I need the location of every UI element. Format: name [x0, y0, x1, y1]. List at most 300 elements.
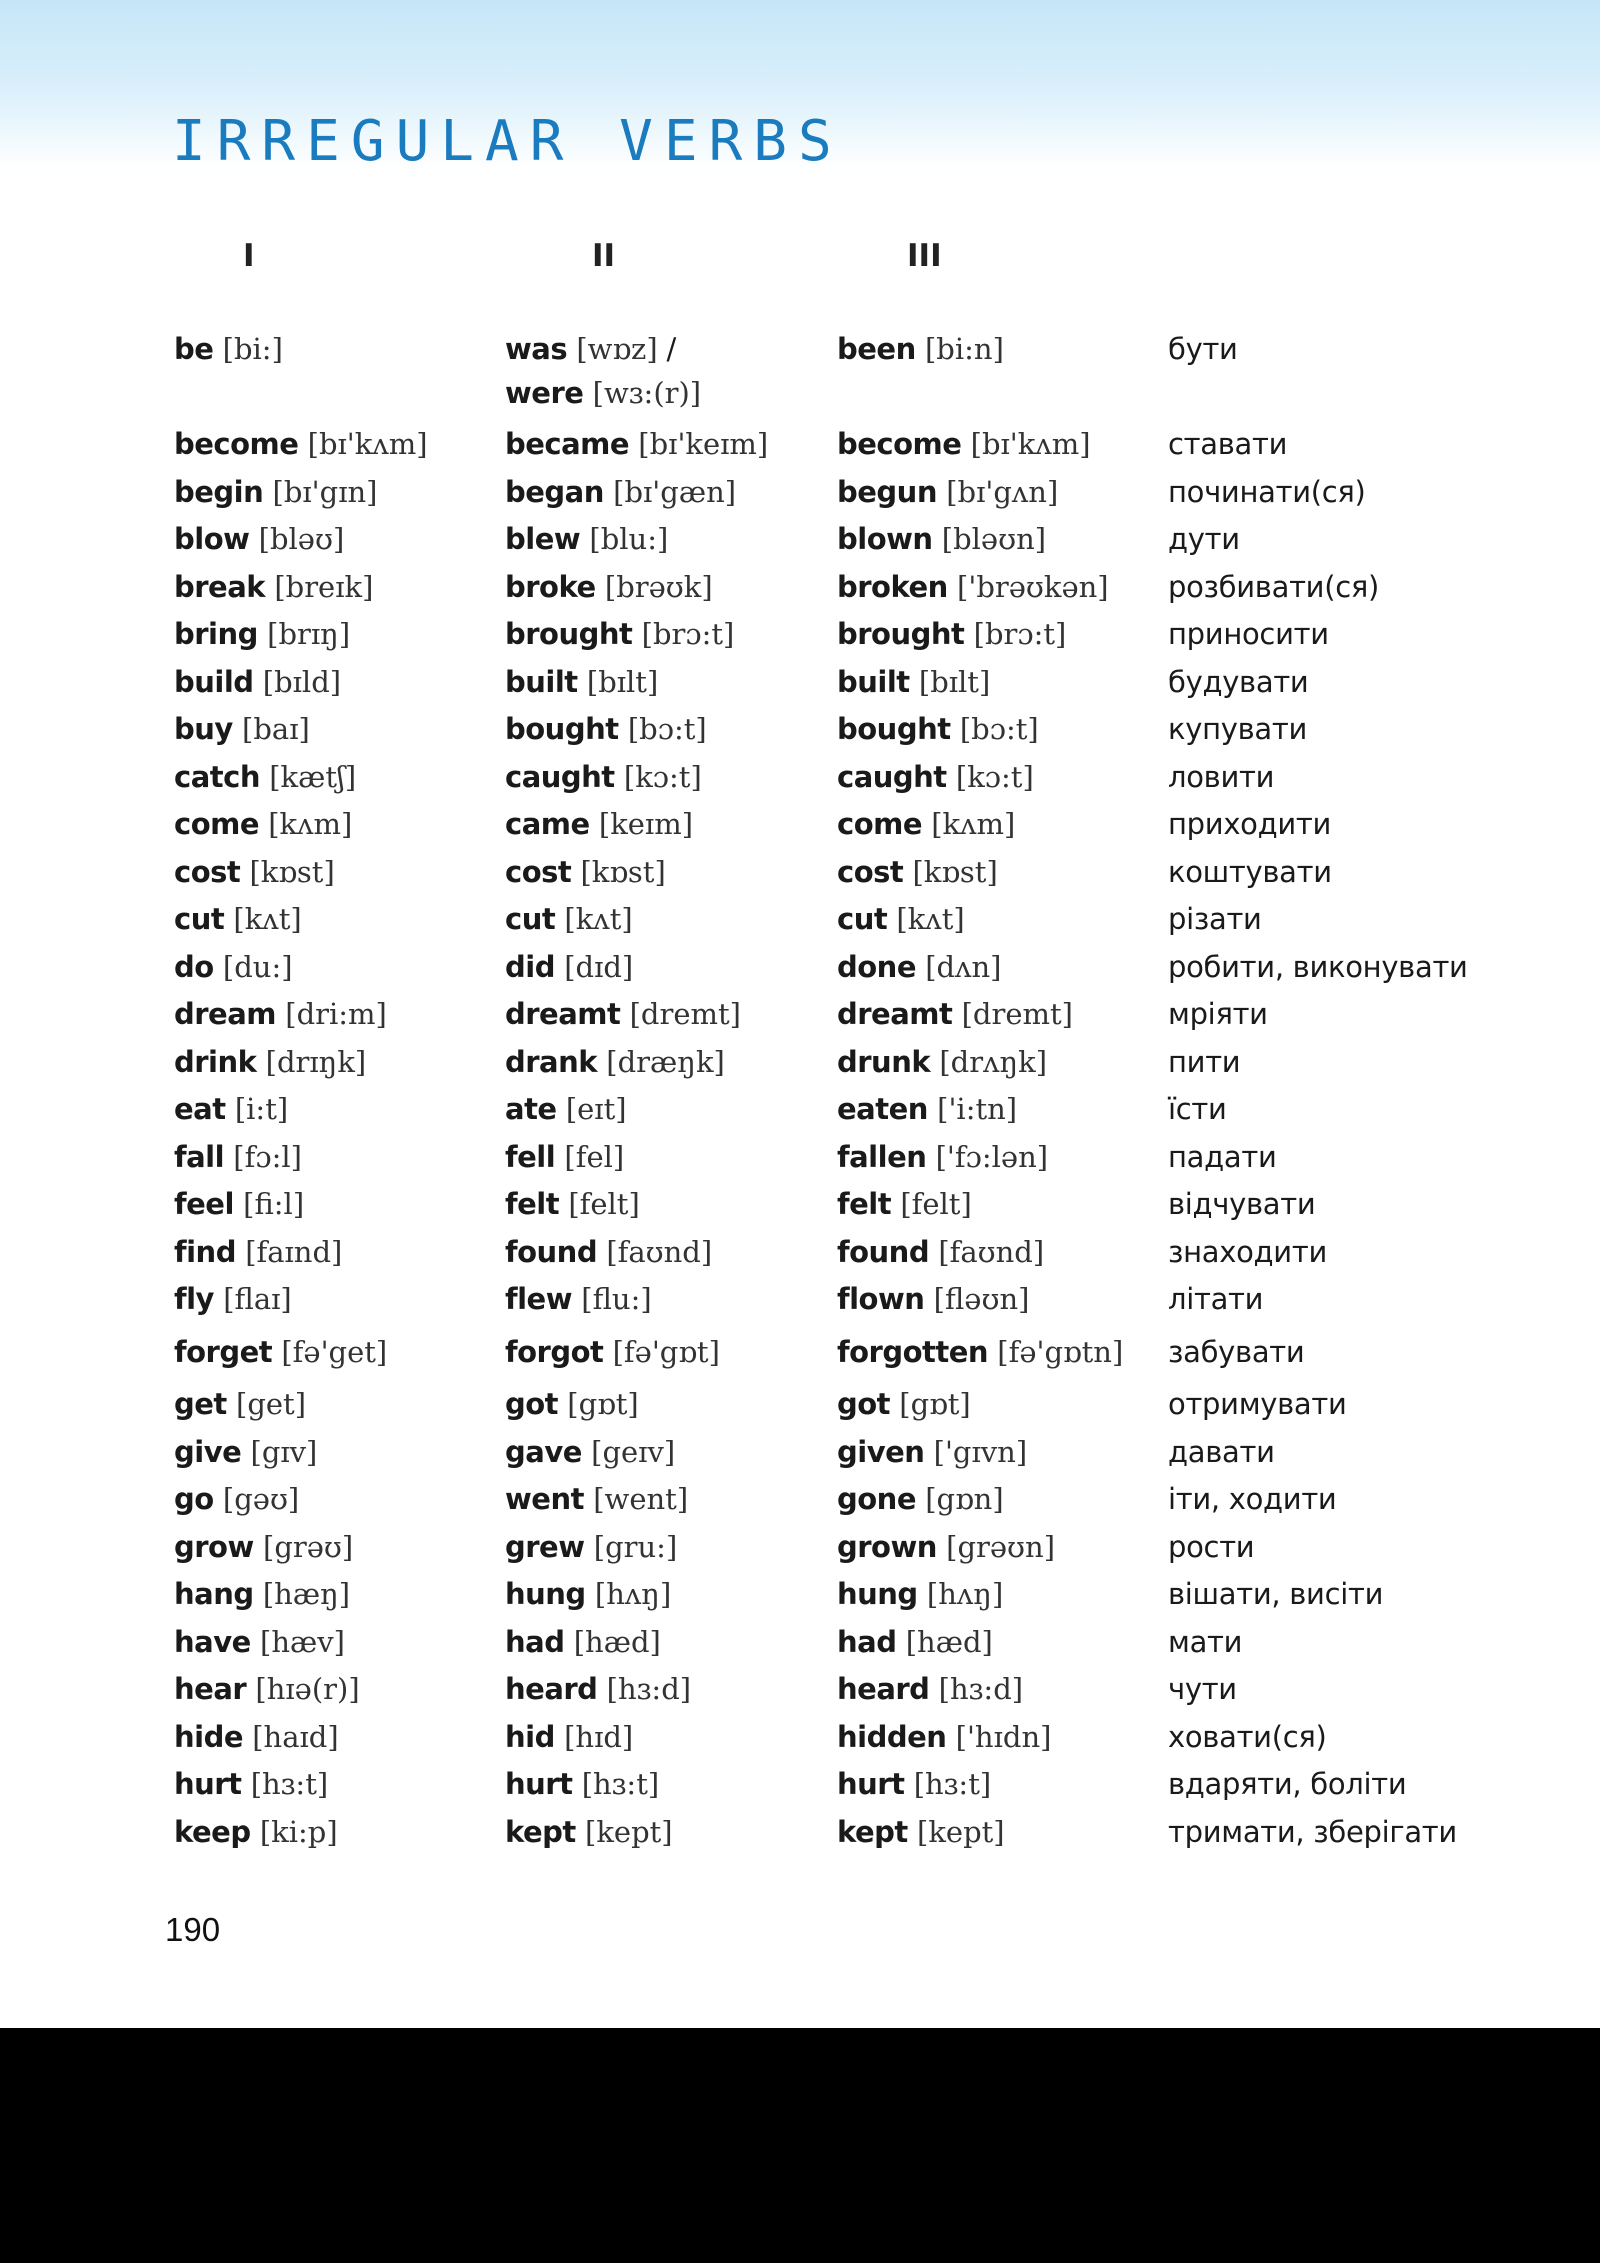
verb-word: cut [174, 902, 225, 936]
translation-cell: падати [1168, 1140, 1277, 1174]
verb-word: flew [505, 1282, 573, 1316]
verb-word: flown [837, 1282, 925, 1316]
verb-word: cut [505, 902, 556, 936]
translation-cell: починати(ся) [1168, 475, 1366, 509]
transcription: [fə'gɒt] [612, 1335, 720, 1369]
table-row [0, 1040, 1600, 1087]
transcription: [bɔ:t] [959, 712, 1039, 746]
transcription: [hæd] [905, 1625, 993, 1659]
verb-word: fall [174, 1140, 225, 1174]
transcription: [bləʊ] [258, 522, 345, 556]
table-row [0, 565, 1600, 612]
verb-word: got [505, 1387, 559, 1421]
f3-cell [837, 1087, 1017, 1131]
f2-cell [505, 945, 633, 989]
verb-word: found [505, 1235, 598, 1269]
transcription: [bɪ'kʌm] [307, 427, 428, 461]
table-row [0, 1810, 1600, 1857]
f3-cell [837, 327, 1004, 371]
f3-cell [837, 802, 1015, 846]
verb-word: dreamt [837, 997, 953, 1031]
verb-word: eaten [837, 1092, 928, 1126]
translation-cell: дути [1168, 522, 1240, 556]
verb-word: drink [174, 1045, 257, 1079]
verb-word: done [837, 950, 916, 984]
f3-cell [837, 565, 1109, 609]
transcription: [kɒst] [249, 855, 335, 889]
verb-word: blown [837, 522, 933, 556]
f1-cell [174, 1525, 353, 1569]
translation-cell: ховати(ся) [1168, 1720, 1327, 1754]
transcription: [gɒn] [925, 1482, 1004, 1516]
verb-word: hurt [174, 1767, 242, 1801]
verb-word: get [174, 1387, 227, 1421]
column-header-past-participle: III [907, 238, 942, 274]
verb-word: drunk [837, 1045, 931, 1079]
transcription: [fə'get] [281, 1335, 388, 1369]
f1-cell [174, 612, 350, 656]
verb-word: been [837, 332, 916, 366]
translation-cell: пити [1168, 1045, 1241, 1079]
verb-word: hung [837, 1577, 918, 1611]
f2-cell [505, 1330, 720, 1374]
transcription: ['fɔ:lən] [935, 1140, 1049, 1174]
translation-cell: ловити [1168, 760, 1275, 794]
transcription: [bɪ'kʌm] [970, 427, 1091, 461]
translation-cell: бути [1168, 332, 1238, 366]
f1-cell [174, 1715, 339, 1759]
f2-cell [505, 1040, 725, 1084]
verb-word: felt [837, 1187, 892, 1221]
verb-word: ate [505, 1092, 557, 1126]
transcription: [bɪ'gæn] [613, 475, 737, 509]
translation-cell: вдаряти, боліти [1168, 1767, 1407, 1801]
f1-cell [174, 422, 428, 466]
f3-cell [837, 470, 1058, 514]
verb-word: broken [837, 570, 948, 604]
f3-cell [837, 1762, 991, 1806]
f2-cell [505, 1572, 671, 1616]
verb-word: did [505, 950, 555, 984]
transcription: [dræŋk] [606, 1045, 725, 1079]
f3-cell [837, 1430, 1027, 1474]
f2-cell [505, 422, 768, 466]
f3-cell [837, 1667, 1023, 1711]
transcription: [kʌm] [931, 807, 1016, 841]
transcription: [hʌŋ] [926, 1577, 1004, 1611]
transcription: [gɒt] [899, 1387, 971, 1421]
transcription: [bɪlt] [918, 665, 991, 699]
table-row [0, 660, 1600, 707]
verb-word: go [174, 1482, 214, 1516]
f3-cell [837, 897, 965, 941]
transcription: [brəʊk] [604, 570, 713, 604]
f3-cell [837, 422, 1091, 466]
verb-word: keep [174, 1815, 251, 1849]
f3-cell [837, 1525, 1055, 1569]
verb-word: became [505, 427, 630, 461]
f1-cell [174, 327, 283, 371]
transcription: ['i:tn] [937, 1092, 1018, 1126]
transcription: [bi:n] [924, 332, 1004, 366]
verb-word: find [174, 1235, 236, 1269]
transcription: [grəʊ] [263, 1530, 354, 1564]
f2-cell [505, 850, 666, 894]
transcription: [i:t] [234, 1092, 289, 1126]
translation-cell: мати [1168, 1625, 1243, 1659]
verb-word: cost [837, 855, 904, 889]
f1-cell [174, 470, 377, 514]
verb-word: do [174, 950, 214, 984]
translation-cell: отримувати [1168, 1387, 1347, 1421]
f2-cell [505, 897, 633, 941]
translation-cell: різати [1168, 902, 1262, 936]
translation-cell: приносити [1168, 617, 1329, 651]
f1-cell [174, 1762, 328, 1806]
f1-cell [174, 1620, 345, 1664]
transcription: [kɔ:t] [623, 760, 702, 794]
translation-cell: купувати [1168, 712, 1308, 746]
transcription: [dɪd] [564, 950, 634, 984]
f3-cell [837, 1182, 972, 1226]
verb-word: hung [505, 1577, 586, 1611]
transcription: [faʊnd] [938, 1235, 1045, 1269]
transcription: [gəʊ] [222, 1482, 300, 1516]
f1-cell [174, 1230, 342, 1274]
transcription: [baɪ] [242, 712, 310, 746]
transcription: [gɒt] [567, 1387, 639, 1421]
f3-cell [837, 612, 1066, 656]
f2-cell [505, 565, 713, 609]
verb-word: buy [174, 712, 233, 746]
f1-cell [174, 897, 302, 941]
verb-word: heard [505, 1672, 598, 1706]
transcription: [kʌt] [233, 902, 302, 936]
transcription: [kɒst] [912, 855, 998, 889]
verb-word: blow [174, 522, 250, 556]
table-row [0, 1430, 1600, 1477]
transcription: [du:] [222, 950, 293, 984]
f1-cell [174, 660, 341, 704]
verb-word: become [837, 427, 962, 461]
f1-cell [174, 802, 352, 846]
f1-cell [174, 1330, 387, 1374]
verb-word: forgotten [837, 1335, 989, 1369]
table-row [0, 897, 1600, 944]
f3-cell [837, 1135, 1048, 1179]
f3-cell [837, 1810, 1005, 1854]
page-number: 190 [165, 1911, 221, 1948]
translation-cell: мріяти [1168, 997, 1268, 1031]
table-row [0, 1330, 1600, 1377]
transcription: [haɪd] [252, 1720, 339, 1754]
verb-word: kept [837, 1815, 908, 1849]
transcription: [grəʊn] [946, 1530, 1056, 1564]
f1-cell [174, 1277, 292, 1321]
alternative-form [505, 371, 701, 415]
f3-cell [837, 1382, 971, 1426]
transcription: [wɜ:(r)] [592, 376, 702, 410]
table-row [0, 1087, 1600, 1134]
column-header-past-simple: II [592, 238, 616, 274]
verb-word: felt [505, 1187, 560, 1221]
verb-word: gone [837, 1482, 916, 1516]
f2-cell [505, 1182, 640, 1226]
transcription: [dremt] [961, 997, 1073, 1031]
table-row [0, 945, 1600, 992]
verb-word: hurt [505, 1767, 573, 1801]
table-row [0, 1572, 1600, 1619]
table-row [0, 1477, 1600, 1524]
verb-word: hang [174, 1577, 254, 1611]
verb-word: built [505, 665, 578, 699]
transcription: [hɪd] [564, 1720, 634, 1754]
f2-cell [505, 1525, 677, 1569]
f2-cell [505, 1715, 633, 1759]
f1-cell [174, 707, 310, 751]
verb-word: dreamt [505, 997, 621, 1031]
transcription: [hɜ:t] [581, 1767, 660, 1801]
transcription: [felt] [568, 1187, 640, 1221]
f1-cell [174, 1182, 304, 1226]
f2-cell [505, 660, 658, 704]
verb-word: hidden [837, 1720, 947, 1754]
f2-cell [505, 1135, 624, 1179]
transcription: [hɜ:t] [913, 1767, 992, 1801]
table-row [0, 612, 1600, 659]
f2-cell [505, 1667, 691, 1711]
translation-cell: відчувати [1168, 1187, 1316, 1221]
f2-cell [505, 612, 734, 656]
verb-word: got [837, 1387, 891, 1421]
page-title: IRREGULAR VERBS [172, 109, 843, 174]
verb-word: gave [505, 1435, 582, 1469]
table-row [0, 1382, 1600, 1429]
f1-cell [174, 1810, 338, 1854]
transcription: ['hɪdn] [955, 1720, 1052, 1754]
table-row [0, 422, 1600, 469]
translation-cell: іти, ходити [1168, 1482, 1337, 1516]
transcription: [drɪŋk] [265, 1045, 367, 1079]
transcription: [gɪv] [250, 1435, 318, 1469]
table-row [0, 992, 1600, 1039]
f3-cell [837, 850, 998, 894]
verb-word: begun [837, 475, 937, 509]
f1-cell [174, 565, 373, 609]
table-row [0, 707, 1600, 754]
transcription: [ki:p] [259, 1815, 338, 1849]
f3-cell [837, 1230, 1044, 1274]
transcription: [fə'gɒtn] [997, 1335, 1124, 1369]
transcription: [kept] [917, 1815, 1005, 1849]
transcription: [breɪk] [274, 570, 374, 604]
f2-cell [505, 1382, 639, 1426]
verb-word: cost [174, 855, 241, 889]
transcription: [bɪ'gʌn] [946, 475, 1059, 509]
verb-word: come [174, 807, 259, 841]
f1-cell [174, 1477, 299, 1521]
alternative-separator: / [657, 332, 677, 366]
verb-word: were [505, 376, 584, 410]
transcription: [bɪ'keɪm] [638, 427, 769, 461]
verb-word: began [505, 475, 604, 509]
f1-cell [174, 1040, 366, 1084]
verb-word: kept [505, 1815, 576, 1849]
verb-word: feel [174, 1187, 234, 1221]
f1-cell [174, 1382, 306, 1426]
transcription: [dri:m] [285, 997, 387, 1031]
transcription: [kʌt] [564, 902, 633, 936]
verb-word: hide [174, 1720, 244, 1754]
table-row [0, 802, 1600, 849]
f1-cell [174, 1135, 302, 1179]
column-header-base-form: I [243, 238, 255, 274]
verb-word: bought [505, 712, 619, 746]
f1-cell [174, 1087, 288, 1131]
f1-cell [174, 1430, 317, 1474]
verb-word: hid [505, 1720, 555, 1754]
verb-word: had [837, 1625, 897, 1659]
translation-cell: коштувати [1168, 855, 1332, 889]
f2-cell [505, 755, 702, 799]
transcription: [felt] [900, 1187, 972, 1221]
f2-cell [505, 1430, 675, 1474]
f3-cell [837, 1715, 1051, 1759]
transcription: [kɔ:t] [955, 760, 1034, 794]
transcription: [blu:] [589, 522, 669, 556]
transcription: [gru:] [593, 1530, 678, 1564]
f2-cell [505, 1762, 659, 1806]
transcription: [flu:] [581, 1282, 652, 1316]
f2-cell [505, 327, 701, 415]
verb-word: catch [174, 760, 260, 794]
f3-cell [837, 1620, 993, 1664]
f3-cell [837, 1330, 1123, 1374]
f3-cell [837, 1040, 1047, 1084]
verb-word: hurt [837, 1767, 905, 1801]
verb-word: had [505, 1625, 565, 1659]
verb-word: fell [505, 1140, 556, 1174]
transcription: [drʌŋk] [939, 1045, 1048, 1079]
verb-word: went [505, 1482, 584, 1516]
verb-word: cut [837, 902, 888, 936]
transcription: [bɪ'gɪn] [272, 475, 378, 509]
translation-cell: рости [1168, 1530, 1255, 1564]
table-row [0, 1620, 1600, 1667]
transcription: [brɪŋ] [267, 617, 351, 651]
translation-cell: чути [1168, 1672, 1237, 1706]
table-row [0, 1715, 1600, 1762]
transcription: [geɪv] [591, 1435, 676, 1469]
translation-cell: приходити [1168, 807, 1332, 841]
verb-word: forget [174, 1335, 273, 1369]
transcription: [flaɪ] [223, 1282, 292, 1316]
f2-cell [505, 992, 741, 1036]
f1-cell [174, 1667, 360, 1711]
transcription: [hʌŋ] [594, 1577, 672, 1611]
verb-word: broke [505, 570, 596, 604]
table-row [0, 470, 1600, 517]
transcription: [kept] [585, 1815, 673, 1849]
verb-word: begin [174, 475, 264, 509]
transcription: [bɪld] [262, 665, 342, 699]
translation-cell: робити, виконувати [1168, 950, 1468, 984]
verb-word: eat [174, 1092, 226, 1126]
translation-cell: знаходити [1168, 1235, 1327, 1269]
transcription: [bi:] [222, 332, 283, 366]
verb-word: brought [505, 617, 633, 651]
table-row [0, 327, 1600, 410]
transcription: [faɪnd] [245, 1235, 343, 1269]
verb-word: cost [505, 855, 572, 889]
translation-cell: їсти [1168, 1092, 1227, 1126]
verb-word: came [505, 807, 590, 841]
f3-cell [837, 1277, 1029, 1321]
verb-word: become [174, 427, 299, 461]
verb-word: given [837, 1435, 925, 1469]
f3-cell [837, 1572, 1003, 1616]
transcription: [hæŋ] [262, 1577, 351, 1611]
f2-cell [505, 802, 693, 846]
f1-cell [174, 755, 356, 799]
f1-cell [174, 992, 387, 1036]
f3-cell [837, 517, 1046, 561]
black-bottom-band [0, 2028, 1600, 2263]
verb-word: grew [505, 1530, 585, 1564]
transcription: [hɜ:d] [938, 1672, 1024, 1706]
f3-cell [837, 707, 1039, 751]
verb-word: found [837, 1235, 930, 1269]
transcription: [kætʃ] [269, 760, 357, 794]
transcription: [bɔ:t] [627, 712, 707, 746]
verb-word: give [174, 1435, 242, 1469]
transcription: [hæv] [260, 1625, 345, 1659]
transcription: [fləʊn] [933, 1282, 1030, 1316]
verb-word: fly [174, 1282, 214, 1316]
f2-cell [505, 1477, 688, 1521]
translation-cell: вішати, висіти [1168, 1577, 1384, 1611]
table-row [0, 1182, 1600, 1229]
verb-word: be [174, 332, 214, 366]
transcription: [brɔ:t] [973, 617, 1067, 651]
verb-word: heard [837, 1672, 930, 1706]
verb-word: blew [505, 522, 581, 556]
translation-cell: забувати [1168, 1335, 1305, 1369]
f1-cell [174, 1572, 350, 1616]
transcription: [brɔ:t] [641, 617, 735, 651]
verb-word: was [505, 332, 568, 366]
verb-word: grow [174, 1530, 254, 1564]
translation-cell: будувати [1168, 665, 1309, 699]
table-row [0, 1277, 1600, 1324]
transcription: [hɪə(r)] [255, 1672, 360, 1706]
transcription: [kɒst] [580, 855, 666, 889]
transcription: [dʌn] [925, 950, 1002, 984]
transcription: [kʌm] [268, 807, 353, 841]
f2-cell [505, 1230, 712, 1274]
transcription: [hæd] [573, 1625, 661, 1659]
f2-cell [505, 1620, 661, 1664]
translation-cell: тримати, зберігати [1168, 1815, 1457, 1849]
f2-cell [505, 707, 707, 751]
verb-word: have [174, 1625, 251, 1659]
verb-word: build [174, 665, 254, 699]
verb-word: brought [837, 617, 965, 651]
f1-cell [174, 945, 293, 989]
verb-word: come [837, 807, 922, 841]
verb-word: bring [174, 617, 258, 651]
transcription: [bləʊn] [941, 522, 1047, 556]
